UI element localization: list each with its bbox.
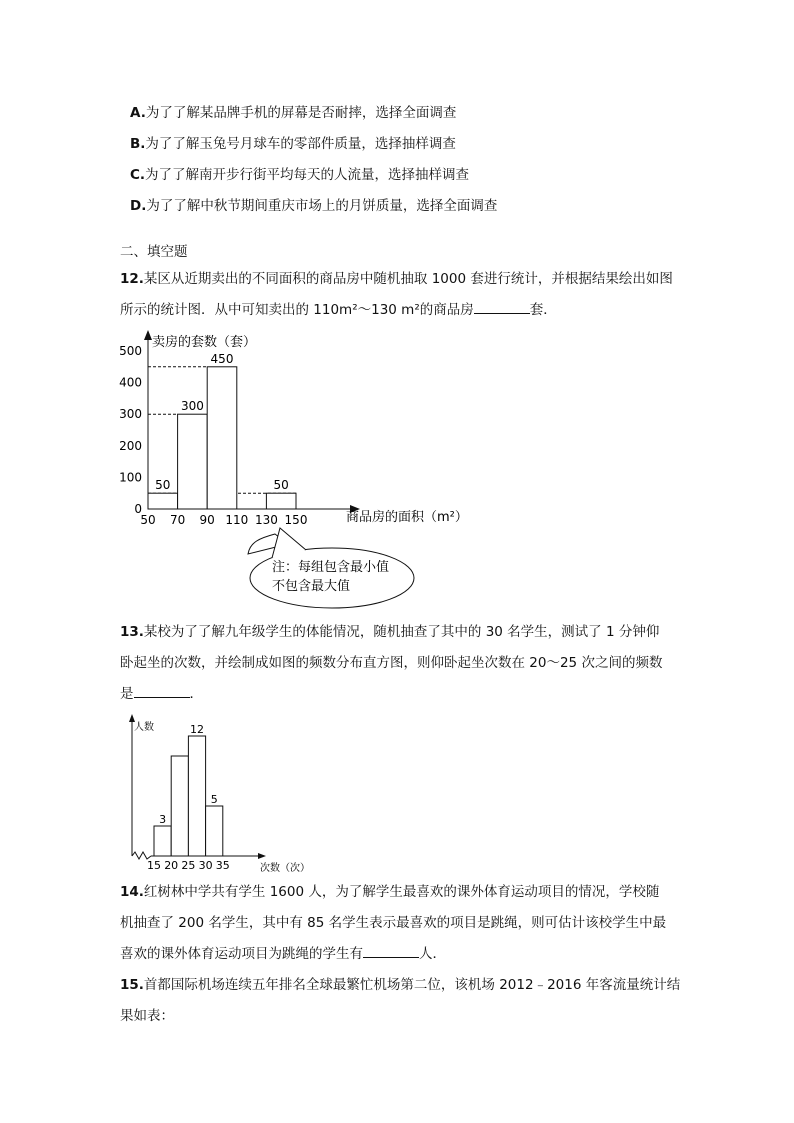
y-axis-label: 卖房的套数（套） — [152, 335, 257, 350]
note-line2: 不包含最大值 — [272, 579, 351, 594]
option-text: 为了了解玉兔号月球车的零部件质量，选择抽样调查 — [145, 136, 456, 152]
x-tick-label: 30 — [198, 859, 213, 872]
option-text: 为了了解中秋节期间重庆市场上的月饼质量，选择全面调查 — [146, 198, 498, 214]
x-tick-labels — [140, 513, 307, 527]
section-title: 二、填空题 — [120, 244, 188, 260]
option-text: 为了了解南开步行街平均每天的人流量，选择抽样调查 — [145, 167, 470, 183]
y-tick-label: 400 — [119, 375, 142, 390]
q14-line3 — [120, 945, 446, 963]
q12-text-b: 套． — [529, 302, 557, 318]
y-tick-label: 100 — [119, 470, 142, 485]
q14-text-a: 喜欢的课外体育运动项目为跳绳的学生有 — [120, 946, 363, 962]
x-tick-label: 130 — [254, 513, 278, 527]
q15-text: 首都国际机场连续五年排名全球最繁忙机场第二位，该机场 2012﹣2016 年客流量统计结 — [143, 977, 681, 993]
y-tick-label: 300 — [119, 407, 142, 422]
q14-text: 机抽查了 200 名学生，其中有 85 名学生表示最喜欢的项目是跳绳，则可估计该校学生中最 — [120, 915, 667, 931]
bar — [171, 756, 188, 856]
x-axis-arrow — [258, 853, 266, 859]
bar — [207, 367, 237, 509]
option-label: D. — [130, 198, 147, 214]
bar-label: 5 — [210, 793, 218, 806]
q15-line1 — [120, 976, 680, 994]
q14-line1 — [120, 883, 659, 901]
q12-line1 — [120, 270, 673, 288]
answer-blank[interactable] — [363, 945, 419, 958]
option-label: B. — [130, 136, 146, 152]
bar-label: 300 — [180, 399, 204, 414]
q12-text: 某区从近期卖出的不同面积的商品房中随机抽取 1000 套进行统计，并根据结果绘出如图 — [143, 271, 673, 287]
y-axis-arrow — [129, 714, 135, 722]
x-tick-label: 150 — [284, 513, 308, 527]
bar — [266, 493, 296, 509]
x-tick-label: 15 — [147, 859, 161, 872]
x-tick-labels — [147, 859, 230, 872]
bar-label: 50 — [155, 478, 171, 493]
chart-axes — [144, 330, 360, 513]
x-tick-label: 25 — [181, 859, 196, 872]
option-a — [130, 104, 456, 122]
note-line1: 注：每组包含最小值 — [272, 560, 390, 575]
q14-text-b: 人． — [419, 946, 446, 962]
q13-line1 — [120, 623, 659, 641]
x-tick-label: 20 — [164, 859, 179, 872]
x-tick-label: 70 — [169, 513, 186, 527]
q15-text: 果如表： — [120, 1008, 174, 1024]
q14-number: 14. — [120, 884, 144, 900]
x-axis-label: 商品房的面积（m²） — [346, 510, 468, 525]
y-tick-label: 200 — [119, 438, 142, 453]
q13-text-b: ． — [189, 686, 203, 702]
bar-label: 50 — [273, 478, 289, 493]
q13-text: 卧起坐的次数，并绘制成如图的频数分布直方图，则仰卧起坐次数在 20～25 次之间的频数 — [120, 655, 663, 671]
option-c — [130, 166, 469, 184]
q12-number: 12. — [120, 271, 144, 287]
y-tick-label: 500 — [119, 344, 142, 358]
answer-blank[interactable] — [474, 301, 530, 314]
q13-text-a: 是 — [120, 686, 134, 702]
x-tick-label: 35 — [215, 859, 230, 872]
bar — [148, 493, 178, 509]
option-label: C. — [130, 167, 146, 183]
bar — [178, 414, 208, 509]
q15-number: 15. — [120, 977, 144, 993]
answer-blank[interactable] — [134, 685, 190, 698]
q13-number: 13. — [120, 624, 144, 640]
option-b — [130, 135, 456, 153]
q14-line2 — [120, 914, 666, 932]
option-d — [130, 197, 497, 215]
bar-label: 3 — [159, 813, 167, 826]
x-tick-label: 90 — [199, 513, 215, 527]
y-tick-labels — [119, 344, 142, 516]
y-axis-arrow — [144, 330, 152, 340]
q13-line2 — [120, 654, 662, 672]
bar — [206, 806, 223, 856]
option-text: 为了了解某品牌手机的屏幕是否耐摔，选择全面调查 — [145, 105, 457, 121]
axis-break — [132, 852, 151, 859]
x-tick-label: 110 — [225, 513, 249, 527]
x-axis-label: 次数（次） — [260, 863, 310, 874]
situp-histogram — [120, 710, 310, 876]
x-tick-label: 50 — [140, 513, 156, 527]
bar-label: 450 — [210, 351, 234, 366]
q12-line2 — [120, 301, 557, 319]
housing-area-histogram — [110, 328, 490, 610]
bar — [188, 736, 205, 856]
option-label: A. — [130, 105, 146, 121]
y-axis-label: 人数 — [134, 722, 154, 733]
q13-text: 某校为了了解九年级学生的体能情况，随机抽查了其中的 30 名学生，测试了 1 分钟仰 — [143, 624, 660, 640]
bar — [154, 826, 171, 856]
q15-line2 — [120, 1007, 174, 1025]
q14-text: 红树林中学共有学生 1600 人，为了解学生最喜欢的课外体育运动项目的情况，学校随 — [143, 884, 660, 900]
bar-label: 12 — [190, 723, 204, 736]
q13-line3 — [120, 685, 203, 703]
q12-text-a: 所示的统计图．从中可知卖出的 110m²～130 m²的商品房 — [120, 302, 474, 318]
y-tick-label: 0 — [134, 502, 142, 516]
